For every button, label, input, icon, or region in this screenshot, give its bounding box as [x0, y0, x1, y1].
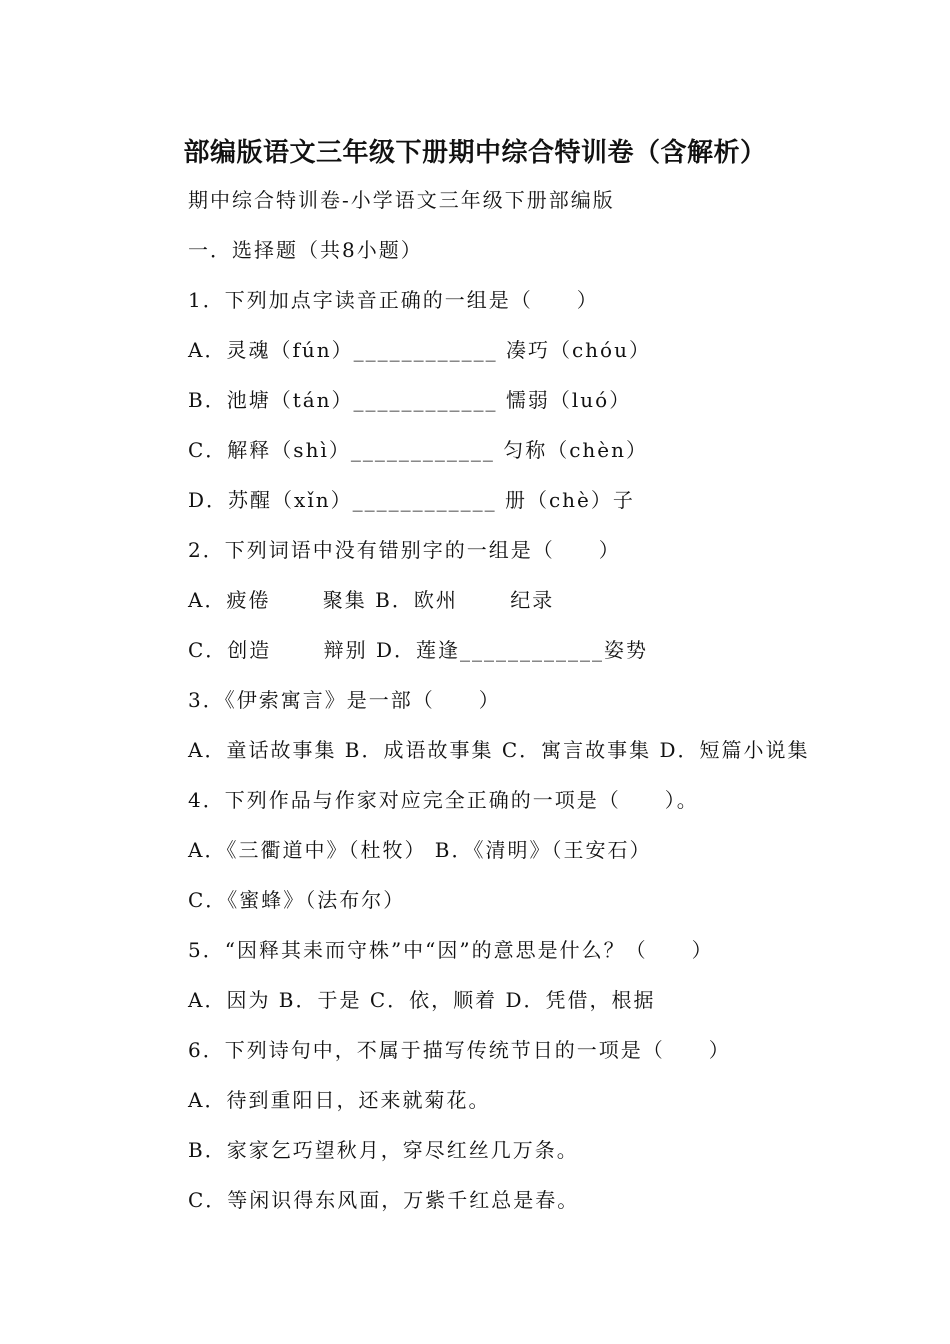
question-4-options-ab: A．《三衢道中》（杜牧） B．《清明》（王安石）: [188, 838, 652, 862]
question-3-options: A．童话故事集 B．成语故事集 C．寓言故事集 D．短篇小说集: [188, 738, 810, 762]
question-6: 6．下列诗句中，不属于描写传统节日的一项是（ ）: [188, 1038, 731, 1062]
question-4: 4．下列作品与作家对应完全正确的一项是（ ）。: [188, 788, 699, 812]
question-2: 2．下列词语中没有错别字的一组是（ ）: [188, 538, 621, 562]
question-6-option-a: A．待到重阳日，还来就菊花。: [188, 1088, 491, 1112]
subtitle: 期中综合特训卷-小学语文三年级下册部编版: [188, 188, 615, 212]
question-6-option-b: B．家家乞巧望秋月，穿尽红丝几万条。: [188, 1138, 579, 1162]
question-6-option-c: C．等闲识得东风面，万紫千红总是春。: [188, 1188, 580, 1212]
question-1-option-d: D．苏醒（xǐn）____________ 册（chè）子: [188, 488, 635, 512]
question-1-option-b: B．池塘（tán）____________ 懦弱（luó）: [188, 388, 632, 412]
question-5-options: A．因为 B．于是 C．依，顺着 D．凭借，根据: [188, 988, 656, 1012]
section-heading: 一．选择题（共8小题）: [188, 238, 423, 262]
question-1-option-a: A．灵魂（fún）____________ 凑巧（chóu）: [188, 338, 651, 362]
question-1-option-c: C．解释（shì）____________ 匀称（chèn）: [188, 438, 648, 462]
question-3: 3．《伊索寓言》是一部（ ）: [188, 688, 501, 712]
page-title: 部编版语文三年级下册期中综合特训卷（含解析）: [183, 138, 767, 168]
question-2-options-ab: A．疲倦 聚集 B．欧州 纪录: [188, 588, 555, 612]
question-1: 1．下列加点字读音正确的一组是（ ）: [188, 288, 599, 312]
question-5: 5．“因释其耒而守株”中“因”的意思是什么？（ ）: [188, 938, 714, 962]
question-2-options-cd: C．创造 辩别 D．莲逢____________姿势: [188, 638, 649, 662]
question-4-option-c: C．《蜜蜂》（法布尔）: [188, 888, 406, 912]
